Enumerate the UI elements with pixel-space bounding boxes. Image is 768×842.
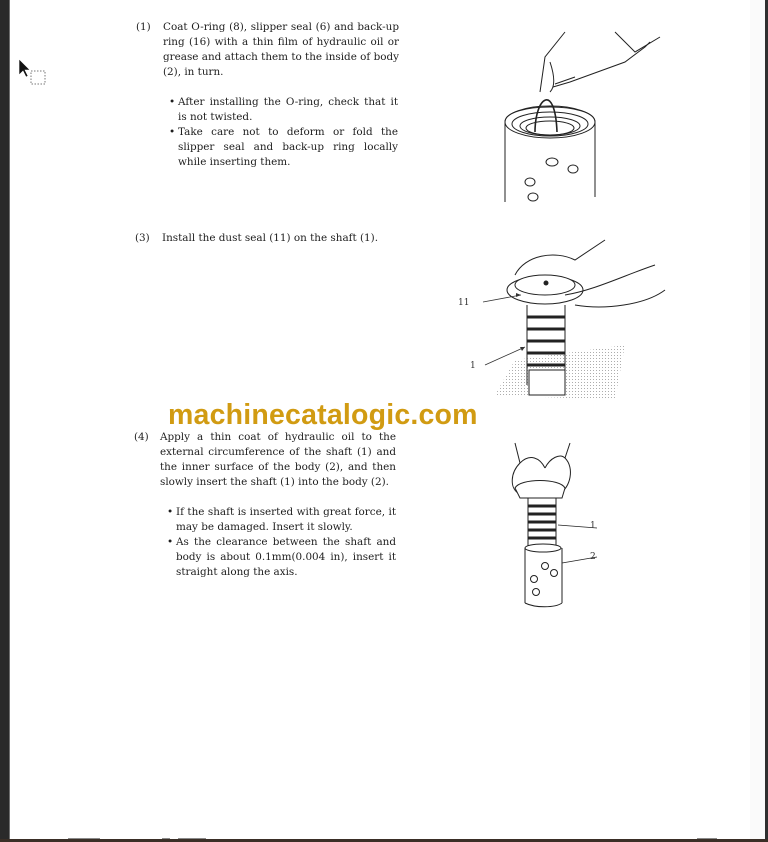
callout-label: 1 xyxy=(590,521,596,531)
viewer-left-gutter xyxy=(0,0,10,842)
shaft-insert-illustration xyxy=(500,438,620,610)
bullet-icon: • xyxy=(169,96,176,108)
note-item xyxy=(167,505,396,535)
step-number: (4) xyxy=(134,431,149,443)
note-text: Take care not to deform or fold the slipper seal and back-up ring locally while inserting them. xyxy=(178,126,398,168)
step-text: Install the dust seal (11) on the shaft (1). xyxy=(162,232,378,244)
note-text: After installing the O-ring, check that it is not twisted. xyxy=(178,96,398,123)
step-number: (1) xyxy=(136,21,151,33)
step-text: Coat O-ring (8), slipper seal (6) and back-up ring (16) with a thin film of hydraulic oil or grease and attach them to the inside of body (2), in turn. xyxy=(163,21,399,78)
watermark: machinecatalogic.com xyxy=(168,399,478,431)
note-item xyxy=(169,125,398,170)
step-4-notes xyxy=(167,505,396,580)
o-ring-install-illustration xyxy=(495,22,665,207)
mouse-cursor-icon xyxy=(18,58,48,88)
step-number: (3) xyxy=(135,232,150,244)
note-item xyxy=(169,95,398,125)
callout-label: 2 xyxy=(590,552,596,562)
callout-label: 1 xyxy=(470,361,476,371)
note-text: As the clearance between the shaft and body is about 0.1mm(0.004 in), insert it straight along the axis. xyxy=(176,536,396,578)
note-item xyxy=(167,535,396,580)
bullet-icon: • xyxy=(169,126,176,138)
callout-label: 11 xyxy=(458,298,470,308)
note-text: If the shaft is inserted with great force, it may be damaged. Insert it slowly. xyxy=(176,506,396,533)
dust-seal-install-illustration xyxy=(455,235,670,405)
bullet-icon: • xyxy=(167,536,174,548)
bullet-icon: • xyxy=(167,506,174,518)
step-text: Apply a thin coat of hydraulic oil to the external circumference of the shaft (1) and the inner surface of the body (2), and then slowly insert the shaft (1) into the body (2). xyxy=(160,431,396,488)
step-1-notes xyxy=(169,95,398,170)
